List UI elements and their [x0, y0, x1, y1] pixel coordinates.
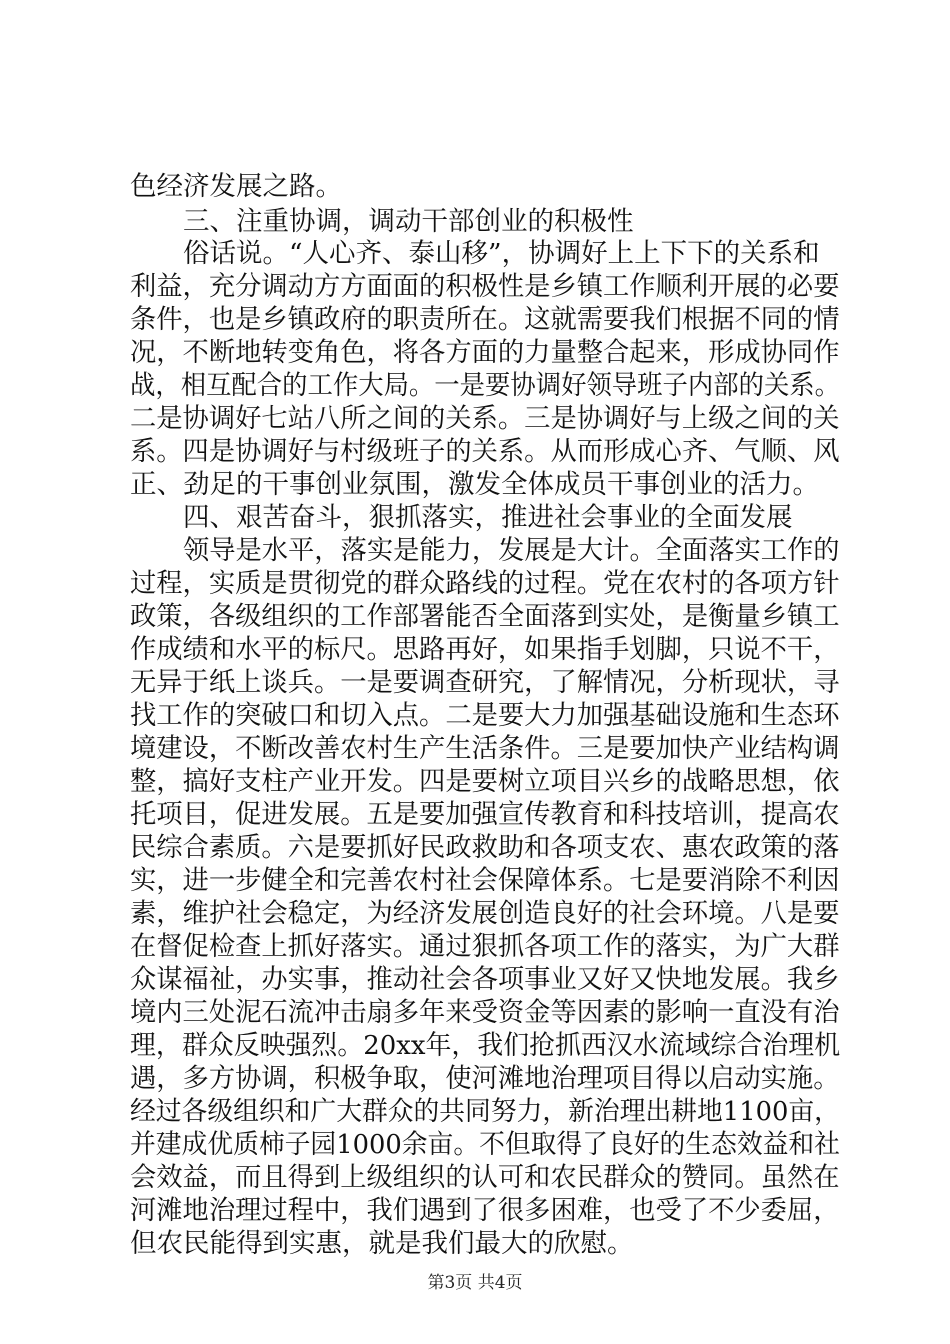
text-line: 民综合素质。六是要抓好民政救助和各项支农、惠农政策的落	[130, 832, 840, 863]
text-line: 素，维护社会稳定，为经济发展创造良好的社会环境。八是要	[130, 898, 840, 929]
text-line: 实，进一步健全和完善农村社会保障体系。七是要消除不利因	[130, 865, 840, 896]
text-line: 河滩地治理过程中，我们遇到了很多困难，也受了不少委屈，	[130, 1195, 840, 1226]
section-heading: 三、注重协调，调动干部创业的积极性	[183, 206, 634, 237]
text-line: 况，不断地转变角色，将各方面的力量整合起来，形成协同作	[130, 337, 840, 368]
text-line: 无异于纸上谈兵。一是要调查研究，了解情况，分析现状，寻	[130, 667, 840, 698]
text-line: 过程，实质是贯彻党的群众路线的过程。党在农村的各项方针	[130, 568, 840, 599]
text-line: 托项目，促进发展。五是要加强宣传教育和科技培训，提高农	[130, 799, 840, 830]
text-line: 找工作的突破口和切入点。二是要大力加强基础设施和生态环	[130, 700, 840, 731]
text-line: 二是协调好七站八所之间的关系。三是协调好与上级之间的关	[130, 403, 840, 434]
text-line: 政策，各级组织的工作部署能否全面落到实处，是衡量乡镇工	[130, 601, 840, 632]
text-line: 色经济发展之路。	[130, 171, 342, 202]
page-footer: 第3页 共4页	[427, 1273, 523, 1293]
text-line: 境建设，不断改善农村生产生活条件。三是要加快产业结构调	[130, 733, 840, 764]
text-line: 作成绩和水平的标尺。思路再好，如果指手划脚，只说不干，	[130, 634, 840, 665]
paragraph-first-line: 领导是水平，落实是能力，发展是大计。全面落实工作的	[183, 535, 840, 566]
text-line: 整，搞好支柱产业开发。四是要树立项目兴乡的战略思想，依	[130, 766, 840, 797]
text-line: 条件，也是乡镇政府的职责所在。这就需要我们根据不同的情	[130, 304, 840, 335]
text-line: 理，群众反映强烈。20xx年，我们抢抓西汉水流域综合治理机	[130, 1030, 841, 1061]
text-line: 系。四是协调好与村级班子的关系。从而形成心齐、气顺、风	[130, 436, 840, 467]
section-heading: 四、艰苦奋斗，狠抓落实，推进社会事业的全面发展	[183, 502, 793, 533]
text-line: 正、劲足的干事创业氛围，激发全体成员干事创业的活力。	[130, 469, 819, 500]
text-line: 在督促检查上抓好落实。通过狠抓各项工作的落实，为广大群	[130, 931, 840, 962]
text-line: 并建成优质柿子园1000余亩。不但取得了良好的生态效益和社	[130, 1129, 840, 1160]
text-line: 会效益，而且得到上级组织的认可和农民群众的赞同。虽然在	[130, 1162, 840, 1193]
text-line: 战，相互配合的工作大局。一是要协调好领导班子内部的关系。	[130, 370, 841, 401]
text-line: 经过各级组织和广大群众的共同努力，新治理出耕地1100亩，	[130, 1096, 840, 1127]
paragraph-first-line: 俗话说。“人心齐、泰山移”，协调好上上下下的关系和	[183, 238, 820, 269]
text-line: 遇，多方协调，积极争取，使河滩地治理项目得以启动实施。	[130, 1063, 840, 1094]
text-line: 境内三处泥石流冲击扇多年来受资金等因素的影响一直没有治	[130, 997, 840, 1028]
text-line: 众谋福祉，办实事，推动社会各项事业又好又快地发展。我乡	[130, 964, 840, 995]
text-line: 利益，充分调动方方面面的积极性是乡镇工作顺利开展的必要	[130, 271, 840, 302]
text-line: 但农民能得到实惠，就是我们最大的欣慰。	[130, 1228, 634, 1259]
